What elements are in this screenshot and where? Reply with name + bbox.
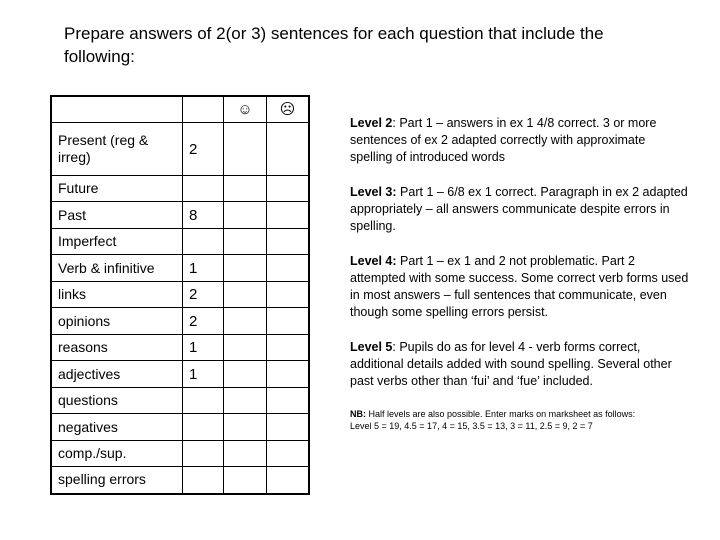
level-descriptor	[350, 115, 690, 166]
header-cell-count	[183, 96, 224, 123]
level-name: Level 3:	[350, 185, 397, 199]
row-smiley-cell	[224, 176, 267, 202]
row-label: links	[51, 282, 183, 308]
row-smiley-cell	[224, 441, 267, 467]
row-frown-cell	[267, 441, 310, 467]
row-frown-cell	[267, 308, 310, 335]
row-value	[183, 176, 224, 202]
row-smiley-cell	[224, 335, 267, 361]
row-smiley-cell	[224, 229, 267, 255]
row-label: Imperfect	[51, 229, 183, 255]
note-line-2: Level 5 = 19, 4.5 = 17, 4 = 15, 3.5 = 13, 3 = 11, 2.5 = 9, 2 = 7	[350, 421, 593, 431]
row-label: comp./sup.	[51, 441, 183, 467]
level-separator: :	[392, 116, 400, 130]
row-frown-cell	[267, 361, 310, 388]
level-name: Level 5	[350, 340, 393, 354]
row-value	[183, 467, 224, 494]
table-row	[51, 361, 309, 388]
note-line-1: Half levels are also possible. Enter marks on marksheet as follows:	[366, 409, 636, 419]
row-value	[183, 414, 224, 441]
checklist-table	[50, 95, 310, 495]
row-frown-cell	[267, 388, 310, 414]
row-smiley-cell	[224, 361, 267, 388]
table-header-row	[51, 96, 309, 123]
row-value: 8	[183, 202, 224, 229]
table-row	[51, 414, 309, 441]
level-separator: :	[392, 340, 400, 354]
row-label: reasons	[51, 335, 183, 361]
row-value	[183, 229, 224, 255]
row-smiley-cell	[224, 388, 267, 414]
row-frown-cell	[267, 202, 310, 229]
smiley-icon: ☺	[224, 96, 267, 123]
row-smiley-cell	[224, 308, 267, 335]
level-text: Pupils do as for level 4 - verb forms correct, additional details added with sound spelling. Several other past verbs other than ‘fui’ and ‘fue’ included.	[350, 340, 672, 388]
row-frown-cell	[267, 282, 310, 308]
table-row	[51, 441, 309, 467]
row-value: 1	[183, 335, 224, 361]
row-frown-cell	[267, 414, 310, 441]
row-frown-cell	[267, 255, 310, 282]
row-frown-cell	[267, 229, 310, 255]
row-label: opinions	[51, 308, 183, 335]
table-row	[51, 388, 309, 414]
level-text: Part 1 – ex 1 and 2 not problematic. Part 2 attempted with some success. Some correct verb forms used in most answers – full sentences that communicate, even though some spelling errors persist.	[350, 254, 689, 319]
table-row	[51, 176, 309, 202]
level-descriptor	[350, 184, 690, 235]
row-value: 2	[183, 282, 224, 308]
row-label: adjectives	[51, 361, 183, 388]
frown-icon: ☹	[267, 96, 310, 123]
row-value: 2	[183, 308, 224, 335]
row-frown-cell	[267, 467, 310, 494]
table-row	[51, 282, 309, 308]
table-row	[51, 202, 309, 229]
level-name: Level 2	[350, 116, 393, 130]
page-title: Prepare answers of 2(or 3) sentences for each question that include the following:	[64, 24, 604, 66]
row-smiley-cell	[224, 414, 267, 441]
row-label: Future	[51, 176, 183, 202]
table-row	[51, 467, 309, 494]
row-smiley-cell	[224, 123, 267, 176]
row-smiley-cell	[224, 202, 267, 229]
table-row	[51, 123, 309, 176]
row-label: spelling errors	[51, 467, 183, 494]
row-frown-cell	[267, 176, 310, 202]
row-smiley-cell	[224, 282, 267, 308]
row-frown-cell	[267, 123, 310, 176]
level-descriptors	[350, 115, 690, 432]
table-row	[51, 308, 309, 335]
level-descriptor	[350, 339, 690, 390]
marking-note	[350, 408, 690, 432]
row-smiley-cell	[224, 255, 267, 282]
level-text: Part 1 – 6/8 ex 1 correct. Paragraph in ex 2 adapted appropriately – all answers communicate despite errors in spelling.	[350, 185, 688, 233]
row-frown-cell	[267, 335, 310, 361]
header-cell-label	[51, 96, 183, 123]
table-row	[51, 255, 309, 282]
row-label: Present (reg & irreg)	[51, 123, 183, 176]
row-smiley-cell	[224, 467, 267, 494]
level-text: Part 1 – answers in ex 1 4/8 correct. 3 or more sentences of ex 2 adapted correctly with approximate spelling of introduced words	[350, 116, 657, 164]
table-row	[51, 335, 309, 361]
level-name: Level 4:	[350, 254, 397, 268]
row-label: Verb & infinitive	[51, 255, 183, 282]
row-value	[183, 388, 224, 414]
row-value: 1	[183, 361, 224, 388]
row-label: questions	[51, 388, 183, 414]
row-label: Past	[51, 202, 183, 229]
table-row	[51, 229, 309, 255]
level-descriptor	[350, 253, 690, 321]
note-label: NB:	[350, 409, 366, 419]
row-value: 1	[183, 255, 224, 282]
row-value: 2	[183, 123, 224, 176]
row-value	[183, 441, 224, 467]
row-label: negatives	[51, 414, 183, 441]
